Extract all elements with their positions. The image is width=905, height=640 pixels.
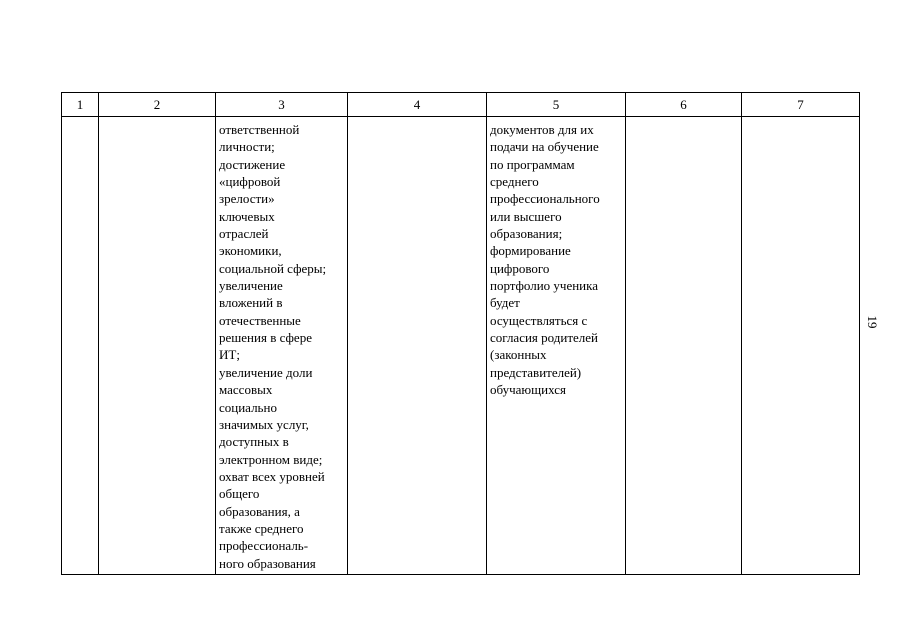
- column-header-3: 3: [216, 93, 348, 117]
- text-line: электронном виде;: [219, 451, 323, 467]
- text-line: зрелости»: [219, 191, 275, 207]
- cell-col-1: [62, 117, 99, 575]
- text-line: массовых: [219, 382, 273, 398]
- column-header-7: 7: [742, 93, 860, 117]
- text-line: портфолио ученика: [490, 278, 599, 294]
- column-header-6: 6: [626, 93, 742, 117]
- text-line: отраслей: [219, 226, 269, 242]
- text-line: или высшего: [490, 208, 562, 224]
- cell-col-3: [216, 117, 348, 575]
- text-line: документов для их: [490, 122, 594, 137]
- text-line: общего: [219, 486, 260, 502]
- text-line: личности;: [219, 139, 275, 155]
- text-line: социальной сферы;: [219, 260, 327, 276]
- text-line: подачи на обучение: [490, 139, 599, 155]
- text-line: ного образования: [219, 555, 316, 571]
- text-line: согласия родителей: [490, 330, 599, 346]
- cell-col-5: [487, 117, 626, 575]
- cell-col-3-text: [216, 117, 347, 572]
- text-line: профессионального: [490, 191, 600, 207]
- text-line: также среднего: [219, 520, 304, 536]
- text-line: ключевых: [219, 208, 275, 224]
- text-line: экономики,: [219, 243, 282, 259]
- cell-col-6: [626, 117, 742, 575]
- text-line: ответственной: [219, 122, 300, 137]
- header-row: [62, 93, 860, 117]
- cell-col-2: [99, 117, 216, 575]
- text-line: среднего: [490, 174, 539, 190]
- text-line: представителей): [490, 364, 582, 380]
- column-header-1: 1: [62, 93, 99, 117]
- text-line: решения в сфере: [219, 330, 312, 346]
- text-line: значимых услуг,: [219, 416, 309, 432]
- cell-col-4: [348, 117, 487, 575]
- cell-col-7: [742, 117, 860, 575]
- text-line: профессиональ-: [219, 538, 309, 554]
- text-line: осуществляться с: [490, 312, 588, 328]
- text-line: цифрового: [490, 260, 550, 276]
- text-line: будет: [490, 295, 520, 311]
- cell-col-5-text: [487, 117, 625, 399]
- text-line: образования;: [490, 226, 563, 242]
- text-line: образования, а: [219, 503, 300, 519]
- page-number: 19: [865, 315, 880, 329]
- column-header-5: 5: [487, 93, 626, 117]
- text-line: доступных в: [219, 434, 289, 450]
- text-line: достижение: [219, 156, 286, 172]
- text-line: ИТ;: [219, 347, 240, 363]
- table-row: [62, 117, 860, 575]
- text-line: отечественные: [219, 312, 301, 328]
- text-line: формирование: [490, 243, 571, 259]
- text-line: охват всех уровней: [219, 468, 325, 484]
- text-line: социально: [219, 399, 277, 415]
- text-line: «цифровой: [219, 174, 281, 190]
- text-line: увеличение доли: [219, 364, 313, 380]
- text-line: (законных: [490, 347, 547, 363]
- text-line: обучающихся: [490, 382, 566, 398]
- text-line: вложений в: [219, 295, 283, 311]
- text-line: по программам: [490, 156, 575, 172]
- column-header-4: 4: [348, 93, 487, 117]
- text-line: увеличение: [219, 278, 283, 294]
- document-table: [61, 92, 860, 575]
- column-header-2: 2: [99, 93, 216, 117]
